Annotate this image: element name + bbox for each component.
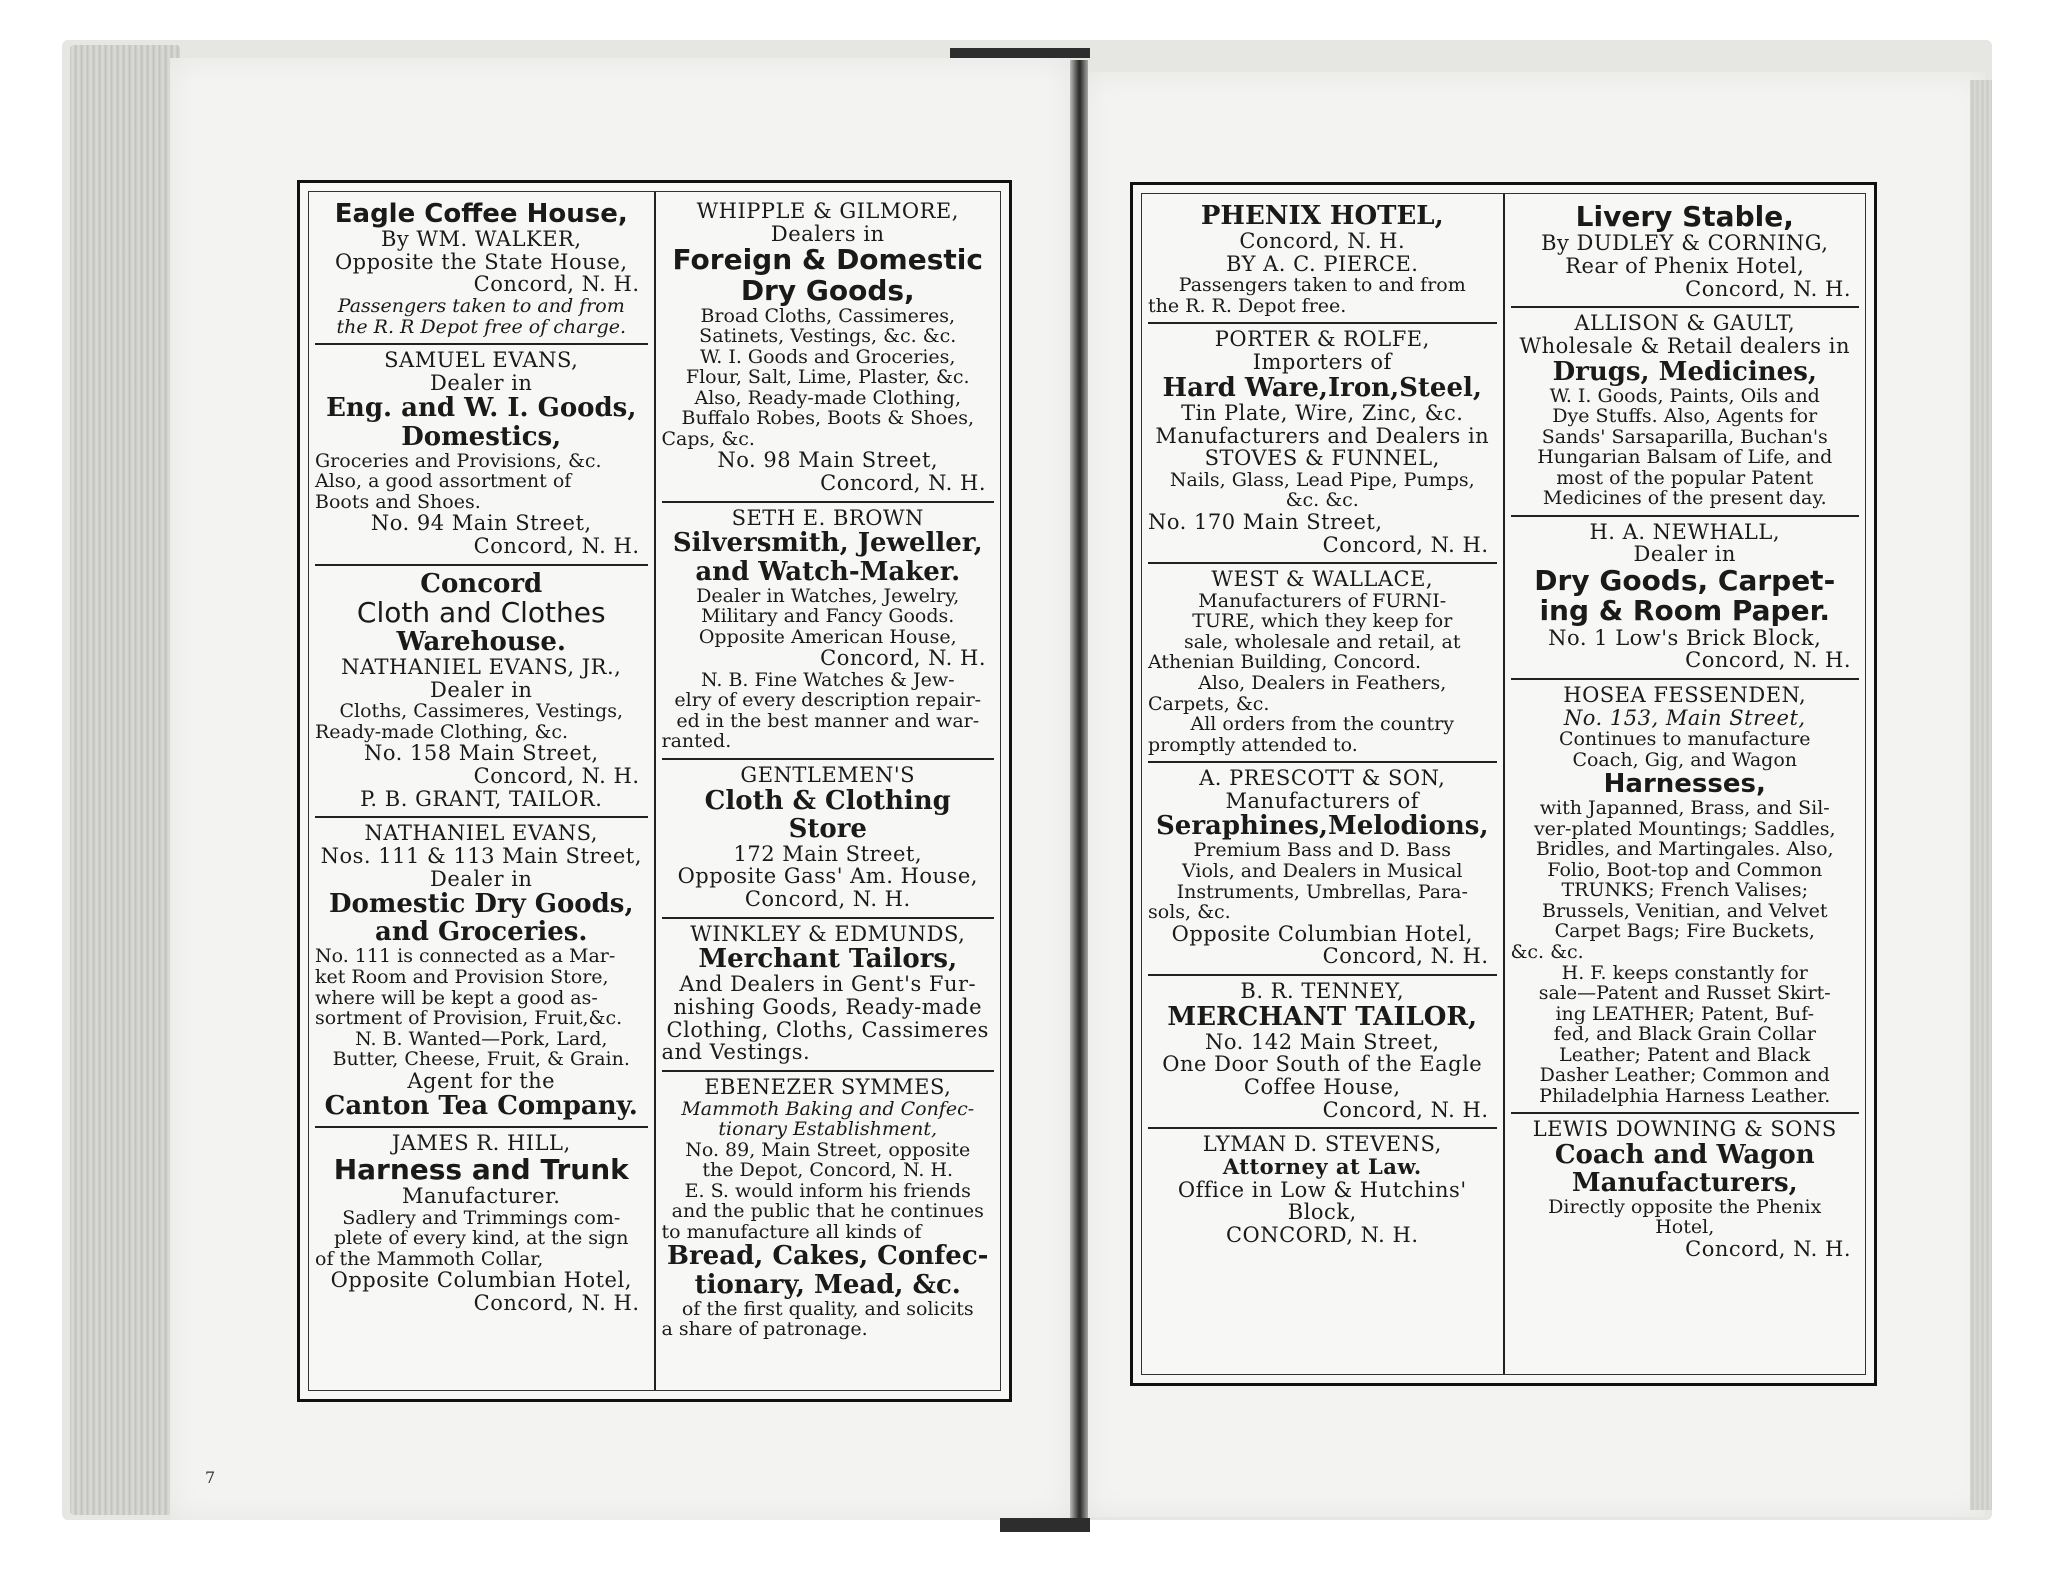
- ad-west-wallace: WEST & WALLACE, Manufacturers of FURNI- TURE, which they keep for sale, wholesale and retail, at Athenian Building, Concord. Also, Dealers in Feathers, Carpets, &c. All orders from the country promptly attended to.: [1148, 564, 1497, 763]
- left-column-1: [309, 192, 654, 1390]
- ad-livery-stable: Livery Stable, By DUDLEY & CORNING, Rear of Phenix Hotel, Concord, N. H.: [1511, 198, 1860, 308]
- margin-mark: 7: [205, 1468, 216, 1487]
- ad-ebenezer-symmes: EBENEZER SYMMES, Mammoth Baking and Confec- tionary Establishment, No. 89, Main Street, opposite the Depot, Concord, N. H. E. S. would inform his friends and the public that he continues to manufacture all kinds of Bread, Cakes, Confec- tionary, Mead, &c. of the first quality, and solicits a share of patronage.: [661, 1075, 989, 1341]
- right-column-1: [1142, 194, 1503, 1374]
- ad-seth-e-brown: SETH E. BROWN Silversmith, Jeweller, and Watch-Maker. Dealer in Watches, Jewelry, Military and Fancy Goods. Opposite American House, Concord, N. H. N. B. Fine Watches & Jew- elry of every description repair- ed in the best manner and war- ranted.: [662, 503, 995, 760]
- ad-hosea-fessenden: HOSEA FESSENDEN, No. 153, Main Street, Continues to manufacture Coach, Gig, and Wagon Harnesses, with Japanned, Brass, and Sil- ver-plated Mountings; Saddles, Bridles, and Martingales. Also, Folio, Boot-top and Common TRUNKS; French Valises; Brussels, Venitian, and Velvet Carpet Bags; Fire Buckets, &c. &c. H. F. keeps constantly for sale—Patent and Russet Skirt- ing LEATHER; Patent, Buf- fed, and Black Grain Collar Leather; Patent and Black Dasher Leather; Common and Philadelphia Harness Leather.: [1511, 680, 1860, 1114]
- right-column-2: [1503, 194, 1866, 1374]
- ad-gentlemens-clothing-store: GENTLEMEN'S Cloth & Clothing Store 172 Main Street, Opposite Gass' Am. House, Concord, N. H.: [662, 760, 995, 919]
- right-ad-frame: [1130, 182, 1877, 1386]
- book-gutter: [1070, 60, 1088, 1520]
- ad-james-r-hill: JAMES R. HILL, Harness and Trunk Manufacturer. Sadlery and Trimmings com- plete of every kind, at the sign of the Mammoth Collar, Opposite Columbian Hotel, Concord, N. H.: [315, 1131, 640, 1316]
- ad-winkley-edmunds: WINKLEY & EDMUNDS, Merchant Tailors, And Dealers in Gent's Fur- nishing Goods, Ready-made Clothing, Cloths, Cassimeres and Vestings.: [662, 919, 995, 1072]
- page-edges-right: [1970, 80, 1992, 1510]
- ad-porter-rolfe: PORTER & ROLFE, Importers of Hard Ware,Iron,Steel, Tin Plate, Wire, Zinc, &c. Manufacturers and Dealers in STOVES & FUNNEL, Nails, Glass, Lead Pipe, Pumps, &c. &c. No. 170 Main Street, Concord, N. H.: [1148, 324, 1497, 564]
- left-column-2: [654, 192, 1001, 1390]
- ad-lewis-downing-sons: LEWIS DOWNING & SONS Coach and Wagon Manufacturers, Directly opposite the Phenix Hotel, Concord, N. H.: [1532, 1117, 1851, 1261]
- ad-samuel-evans: SAMUEL EVANS, Dealer in Eng. and W. I. Goods, Domestics, Groceries and Provisions, &c. Also, a good assortment of Boots and Shoes. No. 94 Main Street, Concord, N. H.: [315, 345, 648, 565]
- ad-cloth-and-clothes-warehouse: Concord Cloth and Clothes Warehouse. NATHANIEL EVANS, JR., Dealer in Cloths, Cassimeres, Vestings, Ready-made Clothing, &c. No. 158 Main Street, Concord, N. H. P. B. GRANT, TAILOR.: [315, 566, 648, 819]
- gutter-binding-top: [950, 48, 1090, 58]
- ad-allison-gault: ALLISON & GAULT, Wholesale & Retail dealers in Drugs, Medicines, W. I. Goods, Paints, Oils and Dye Stuffs. Also, Agents for Sands' Sarsaparilla, Buchan's Hungarian Balsam of Life, and most of the popular Patent Medicines of the present day.: [1511, 308, 1860, 517]
- ad-a-prescott-son: A. PRESCOTT & SON, Manufacturers of Seraphines,Melodions, Premium Bass and D. Bass Viols, and Dealers in Musical Instruments, Umbrellas, Para- sols, &c. Opposite Columbian Hotel, Concord, N. H.: [1148, 763, 1497, 976]
- ad-whipple-gilmore: WHIPPLE & GILMORE, Dealers in Foreign & Domestic Dry Goods, Broad Cloths, Cassimeres, Satinets, Vestings, &c. &c. W. I. Goods and Groceries, Flour, Salt, Lime, Plaster, &c. Also, Ready-made Clothing, Buffalo Robes, Boots & Shoes, Caps, &c. No. 98 Main Street, Concord, N. H.: [662, 196, 995, 503]
- ad-eagle-coffee-house: Eagle Coffee House, By WM. WALKER, Opposite the State House, Concord, N. H. Passengers taken to and from the R. R Depot free of charge.: [315, 196, 648, 345]
- gutter-binding-bottom: [1000, 1518, 1090, 1532]
- ad-nathaniel-evans: NATHANIEL EVANS, Nos. 111 & 113 Main Street, Dealer in Domestic Dry Goods, and Groceries. No. 111 is connected as a Mar- ket Room and Provision Store, where will be kept a good as- sortment of Provision, Fruit,&c. N. B. Wanted—Pork, Lard, Butter, Cheese, Fruit, & Grain. Agent for the Canton Tea Company.: [315, 818, 648, 1128]
- ad-phenix-hotel: PHENIX HOTEL, Concord, N. H. BY A. C. PIERCE. Passengers taken to and from the R. R. Depot free.: [1148, 198, 1497, 324]
- page-edges-left: [70, 45, 180, 1515]
- ad-lyman-d-stevens: LYMAN D. STEVENS, Attorney at Law. Office in Low & Hutchins' Block, CONCORD, N. H.: [1177, 1132, 1467, 1248]
- ad-b-r-tenney: B. R. TENNEY, MERCHANT TAILOR, No. 142 Main Street, One Door South of the Eagle Coffee House, Concord, N. H.: [1148, 976, 1497, 1129]
- ad-h-a-newhall: H. A. NEWHALL, Dealer in Dry Goods, Carpet- ing & Room Paper. No. 1 Low's Brick Block, Concord, N. H.: [1511, 517, 1860, 680]
- left-ad-frame: [297, 180, 1012, 1402]
